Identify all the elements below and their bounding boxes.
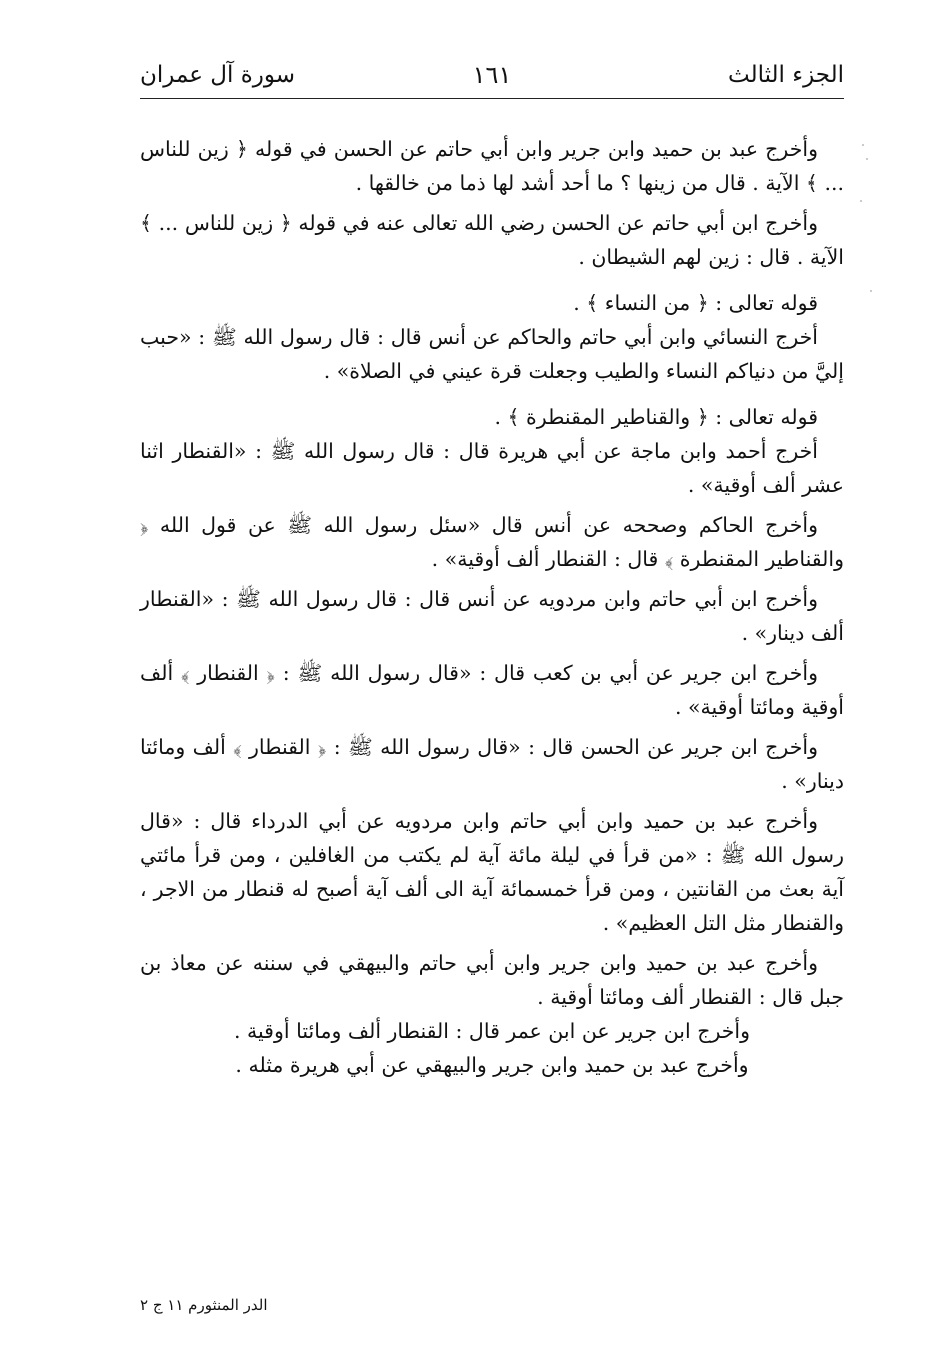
page-number: ١٦١	[472, 61, 512, 89]
paragraph-muadh-ibn-jabal: وأخرج عبد بن حميد وابن جرير وابن أبي حاتم والبيهقي في سننه عن معاذ بن جبل قال : القنطار ألف ومائتا أوقية .	[140, 951, 844, 1009]
paragraph-shaytan: وأخرج ابن أبي حاتم عن الحسن رضي الله تعالى عنه في قوله ﴿ زين للناس ... ﴾ الآية . قال : زين لهم الشيطان .	[140, 211, 844, 269]
speck	[862, 144, 864, 146]
part-title: الجزء الثالث	[728, 62, 844, 88]
paragraph-abu-hurayra: وأخرج عبد بن حميد وابن جرير والبيهقي عن أبي هريرة مثله .	[235, 1053, 749, 1077]
paragraph-ibn-jarir-hasan: وأخرج ابن جرير عن الحسن قال : «قال رسول الله ﷺ : ﴿ القنطار ﴾ ألف ومائتا دينار» .	[140, 735, 844, 793]
speck	[860, 200, 862, 202]
heading-al-qanatir: قوله تعالى : ﴿ والقناطير المقنطرة ﴾ .	[494, 405, 818, 429]
paragraph-ibn-mardawayh: وأخرج ابن أبي حاتم وابن مردويه عن أنس قال : قال رسول الله ﷺ : «القنطار ألف دينار» .	[140, 587, 844, 645]
paragraph-hasan-zuyyina: وأخرج عبد بن حميد وابن جرير وابن أبي حاتم عن الحسن في قوله ﴿ زين للناس ... ﴾ الآية . قال من زينها ؟ ما أحد أشد لها ذما من خالقها .	[140, 137, 844, 195]
surah-title: سورة آل عمران	[140, 62, 296, 88]
paragraph-ubayy-ibn-kab: وأخرج ابن جرير عن أبي بن كعب قال : «قال رسول الله ﷺ : ﴿ القنطار ﴾ ألف أوقية ومائتا أوقية» .	[140, 661, 844, 719]
page-footer: الدر المنثورم ١١ ج ٢	[140, 1296, 268, 1314]
paragraph-hakim-anas: وأخرج الحاكم وصححه عن أنس قال «سئل رسول الله ﷺ عن قول الله ﴿ والقناطير المقنطرة ﴾ قال : القنطار ألف أوقية» .	[140, 513, 844, 571]
paragraph-nasai-anas: أخرج النسائي وابن أبي حاتم والحاكم عن أنس قال : قال رسول الله ﷺ : «حبب إليَّ من دنياكم النساء والطيب وجعلت قرة عيني في الصلاة» .	[140, 325, 844, 383]
paragraph-abu-al-darda: وأخرج عبد بن حميد وابن أبي حاتم وابن مردويه عن أبي الدرداء قال : «قال رسول الله ﷺ : «من قرأ في ليلة مائة آية لم يكتب من الغافلين ، ومن قرأ مائتي آية بعث من القانتين ، ومن قرأ خمسمائة آية الى ألف آية أصبح له قنطار من الاجر ، والقنطار مثل التل العظيم» .	[140, 809, 844, 935]
margin-specks	[856, 140, 876, 300]
speck	[866, 158, 868, 160]
heading-min-al-nisa: قوله تعالى : ﴿ من النساء ﴾ .	[573, 291, 818, 315]
speck	[870, 290, 872, 292]
page-body	[140, 132, 844, 1082]
paragraph-ibn-umar: وأخرج ابن جرير عن ابن عمر قال : القنطار ألف ومائتا أوقية .	[233, 1019, 751, 1043]
paragraph-ahmad-ibn-majah: أخرج أحمد وابن ماجة عن أبي هريرة قال : قال رسول الله ﷺ : «القنطار اثنا عشر ألف أوقية» .	[140, 439, 844, 497]
page-header	[140, 56, 844, 99]
